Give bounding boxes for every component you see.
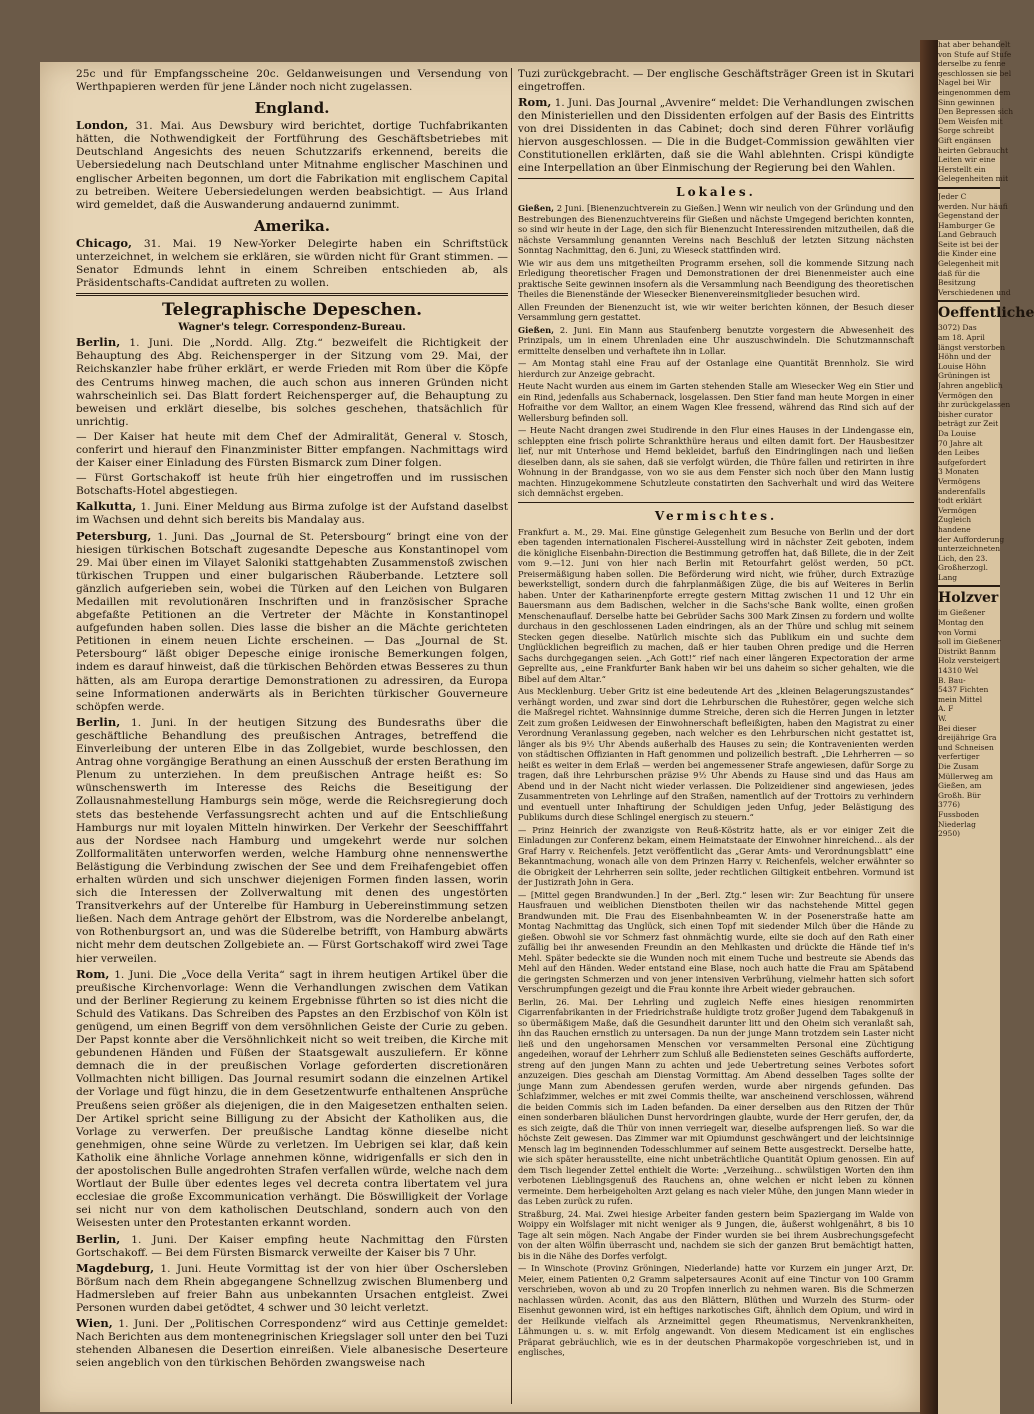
article-berlin-3 [76,1233,508,1260]
edge-line: von Stufe auf Stufe [938,49,1012,59]
edge-line: hat aber behandelt [938,40,1011,49]
text-wien: 1. Juni. Der „Politischen Correspondenz“ wird aus Cettinje gemeldet: Nach Berichten aus dem montenegrinischen Kriegslager soll unter den bei Tuzi stehenden Albanesen die Desertion einreißen. Viele albanesische Deserteure seien angeblich von den türkischen Behörden zwangsweise nach [76,1318,508,1370]
edge-text-bottom [938,695,1000,839]
edge-line: heirten Gebraucht [938,145,1009,155]
article-giessen-2 [518,325,914,357]
edge-line: Louise Höhn [938,361,987,371]
edge-line: anderenfalls [938,486,986,496]
article-prinz-heinrich: — Prinz Heinrich der zwanzigste von Reuß-Köstritz hatte, als er vor einiger Zeit die Einladungen zur Conferenz bekam, einem Heimatstaate der Einwohner hinreichend... als der Graf Harry v. Reichenfels. Jetzt veröffentlicht das „Gerar Amts- und Verordnungsblatt“ eine Bekanntmachung, wonach alle von dem Prinzen Harry v. Reichenfels, welcher erwähnter so die Obrigkeit der Lehrherren sein sollte, jeder rechtlichen Giltigkeit entbehren. Vormund ist der Justizrath John in Gera. [518,824,914,887]
edge-line: 14310 Wel [938,666,979,676]
edge-line: Montag den [938,618,984,628]
edge-line: Gelegenheiten mit [938,174,1009,184]
text-london: 31. Mai. Aus Dewsbury wird berichtet, dortige Tuchfabrikanten hätten, die Nothwendigkeit der Fortführung des Geschäftsbetriebes mit Deutschland Angesichts des neuen Schutzzarifs erkennend, bereits die Uebersiedelung nach Deutschland unter Mitnahme englischer Maschinen und englischer Arbeiten begonnen, um dort die Fabrikation mit englischem Capital zu betreiben. Weitere Uebersiedelungen werden beabsichtigt. — Aus Irland wird gemeldet, daß die Auswanderung andauernd zunimmt. [76,120,508,211]
text-berlin-2: 1. Juni. In der heutigen Sitzung des Bundesraths über die geschäftliche Behandlung des preußischen Antrages, betreffend die Einverleibung der unteren Elbe in das Zollgebiet, wurde beschlossen, den Antrag ohne vorgängige Berathung an einen Ausschuß der ersten Berathung im Plenum zu unterziehen. In dem preußischen Antrage heißt es: So wünschenswerth im Interesse des Reichs die Beseitigung der Zollausnahmestellung Hamburgs sein möge, werde die Reichsregierung doch stets das bestehende Verfassungsrecht achten und auf die Entschließung Hamburgs nur mit loyalen Mitteln hinwirken. Der Verkehr der Seeschifffahrt aus der Nordsee nach Hamburg und umgekehrt werde nur solchen Zollformalitäten unterworfen werden, welche Hamburg ohne nennenswerthe Belästigung die Verbindung zwischen der See und dem Freihafengebiet offen erhalten würden und sich unschwer diejenigen Formen finden lassen, worin sich die Interessen der Zollverwaltung mit denen des ungestörten Transitverkehrs auf der Unterelbe für Hamburg in Uebereinstimmung setzen ließen. Nach dem Antrage gehört der Elbstrom, was die Norderelbe anbelangt, von Rothenburgsort an, und was die Süderelbe betrifft, von Hamburg abwärts nicht mehr dem deutschen Zollgebiete an. — Fürst Gortschakoff wird zwei Tage hier verweilen. [76,716,508,965]
text-berlin-1: 1. Juni. Die „Nordd. Allg. Ztg.“ bezweifelt die Richtigkeit der Behauptung des Abg. Reichensperger in der Sitzung vom 29. Mai, der Reichskanzler habe früher erklärt, er werde Frieden mit Rom über die Köpfe des Centrums hinweg machen, die auch schon aus inneren Gründen nicht wahrscheinlich sei. Das Blatt fordert Reichensperger auf, die Behauptung zu beweisen und erklärt dieselbe, bis solches geschehen, thatsächlich für unrichtig. [76,337,508,428]
edge-line: daß für die [938,268,980,278]
dateline-kalkutta: Kalkutta, [76,499,137,514]
dateline-giessen-2: Gießen, [518,324,555,335]
edge-line: Da Louise [938,428,976,438]
edge-line: Großherzogl. [938,563,989,573]
edge-line: derselbe zu fenne [938,59,1006,69]
article-berlin-1 [76,336,508,429]
edge-line: längst verstorben [938,342,1006,352]
edge-line: W. [938,714,947,723]
edge-line: und Schneisen [938,742,994,752]
heading-vermischtes: Vermischtes. [654,508,778,523]
dateline-rom-2: Rom, [518,95,552,109]
edge-line: Höhn und der [938,352,991,362]
dateline-london: London, [76,118,129,133]
dateline-magdeburg: Magdeburg, [76,1260,155,1275]
text-magdeburg: 1. Juni. Heute Vormittag ist der von hier über Oschersleben Börßum nach dem Rhein abgegangene Schnellzug zwischen Blumenberg und Hadmersleben auf freier Bahn aus unbekannten Ursachen entgleist. Zwei Personen wurden dabei getödtet, 4 schwer und 30 leicht verletzt. [76,1262,508,1314]
continuation-paragraph: Tuzi zurückgebracht. — Der englische Geschäftsträger Green ist in Skutari eingetroffen. [518,68,914,93]
edge-line: Holz versteigert [938,656,1000,666]
edge-text-notice [938,323,1011,582]
edge-line: Land Gebrauch [938,230,997,240]
edge-line: soll im Gießener [938,637,1001,647]
text-rom-2: 1. Juni. Das Journal „Avvenire“ meldet: Die Verhandlungen zwischen den Ministeriellen und den Dissidenten erfolgen auf der Basis des Eintritts von drei Dissidenten in das Cabinet; doch sind deren Führer vorläufig hiervon ausgeschlossen. — Die in die Budget-Commission gewählten vier Constitutionellen erklärten, daß sie die Wahl ablehnten. Crispi kündigte eine Interpellation an über Einmischung der Regierung bei den Wahlen. [518,97,914,174]
edge-line: den Leibes [938,448,980,458]
edge-line: Vermögen [938,505,977,515]
edge-text-numbers [938,666,1000,695]
edge-heading-oeffentliche: Oeffentliche [938,305,1034,322]
edge-line: dreijährige Gra [938,733,997,743]
article-rom-1 [76,968,508,1231]
heading-england: England. [254,99,330,118]
dateline-berlin-2: Berlin, [76,714,121,729]
heading-telegraphic: Telegraphische Depeschen. [161,300,422,321]
edge-line: handene [938,524,971,534]
text-giessen-1: 2 Juni. [Bienenzuchtverein zu Gießen.] Wenn wir neulich von der Gründung und den Bestrebungen des Bienenzuchtvereins für Gießen und nächste Umgegend berichten konnten, so sind wir heute in der Lage, den sich für Bienenzucht Interessirenden mitzutheilen, daß die nächste Versammlung genannten Vereins nach Beschluß der letzten Sitzung nächsten Sonntag Nachmittag, den 6. Juni, zu Wieseck stattfinden wird. [518,203,915,255]
edge-line: verfertiger [938,752,980,762]
edge-line: Gießen, am [938,781,982,791]
intro-paragraph: 25c und für Empfangsscheine 20c. Geldanweisungen und Versendung von Werthpapieren werden für jene Länder noch nicht zugelassen. [76,68,508,94]
edge-line: Lang [938,572,958,582]
edge-line: Sorge schreibt [938,126,994,136]
adjacent-page-strip [938,40,1034,1414]
edge-line: 70 Jahre alt [938,438,983,448]
column-rule [511,68,512,1404]
edge-line: Hamburger Ge [938,220,995,230]
text-berlin-3: 1. Juni. Der Kaiser empfing heute Nachmittag den Fürsten Gortschakoff. — Bei dem Fürsten Bismarck verweilte der Kaiser bis 7 Uhr. [76,1233,508,1259]
edge-line: werden. Nur häufi [938,201,1008,211]
edge-line: im Gießener [938,608,986,618]
edge-line: beträgt zur Zeit [938,419,999,429]
edge-line: A. F [938,704,954,714]
edge-line: Verschiedenen und [938,287,1011,297]
edge-line: Lich, den 23. [938,553,988,563]
article-wien [76,1317,508,1370]
article-giessen-1c: Allen Freunden der Bienenzucht ist, wie wir weiter berichten können, der Besuch dieser Versammlung gern gestattet. [518,301,914,322]
edge-line: Zugleich [938,515,972,525]
dateline-berlin-3: Berlin, [76,1231,121,1246]
edge-line: Den Bepressen sich [938,107,1014,117]
text-rom-1: 1. Juni. Die „Voce della Verita“ sagt in ihrem heutigen Artikel über die preußische Kirchenvorlage: Wenn die Verhandlungen zwischen dem Vatikan und der Berliner Regierung zu keinem Ergebnisse führten so ist dies nicht die Schuld des Vatikans. Das Schreiben des Papstes an den Erzbischof von Köln ist genügend, um einen Begriff von dem versöhnlichen Geiste der Curie zu geben. Der Papst konnte aber die Versöhnlichkeit nicht so weit treiben, die Kirche mit gebundenen Händen und Füßen der Staatsgewalt auszuliefern. Er könne demnach die in der preußischen Vorlage geforderten discretionären Vollmachten nicht billigen. Das Journal resumirt sodann die einzelnen Artikel der Vorlage und fügt hinzu, die in dem Gesetzentwurfe enthaltenen Ansprüche Preußens seien größer als diejenigen, die in den Maigesetzen enthalten seien. Der Artikel spricht seine Billigung zu der Absicht der Katholiken aus, die Vorlage zu verwerfen. Der preußische Landtag könne dieselbe nicht genehmigen, ohne seine Würde zu verletzen. Im Uebrigen sei klar, daß kein Katholik eine ähnliche Vorlage annehmen könne, widrigenfalls er sich den in der apostolischen Bulle angedrohten Strafen verfallen würde, welche nach dem Wortlaut der Bulle über edentes leges vel decreta contra libertatem vel jura ecclesiae die große Excommunication verhängt. Die Böswilligkeit der Vorlage sei nicht nur von dem katholischen Deutschland, sondern auch von den Weisesten unter den Protestanten erkannt worden. [76,968,508,1230]
edge-line: Vermögen den [938,390,993,400]
article-kalkutta [76,500,508,527]
edge-line: mein Mittel [938,694,983,704]
edge-line: Jeder C [938,191,967,201]
edge-line: Besitzung [938,278,976,288]
article-berlin-1b: — Der Kaiser hat heute mit dem Chef der Admiralität, General v. Stosch, conferirt und hierauf den Finanzminister Bitter empfangen. Nachmittags wird der Kaiser einer Einladung des Fürsten Bismarck zum Diner folgen. [76,430,508,470]
subheading-bureau: Wagner's telegr. Correspondenz-Bureau. [178,322,406,334]
edge-line: Vermögens [938,476,981,486]
edge-line: Bei dieser [938,723,977,733]
edge-line: 3776) [938,800,961,810]
edge-line: Grüningen ist [938,371,991,381]
edge-divider [938,300,1000,302]
article-petersburg [76,530,508,714]
text-petersburg: 1. Juni. Das „Journal de St. Petersbourg“ bringt eine von der hiesigen türkischen Botschaft zugesandte Depesche aus Konstantinopel vom 29. Mai über einen im Vilayet Saloniki stattgehabten Zusammenstoß zwischen türkischen Truppen und einer bulgarischen Räuberbande. Letztere soll gänzlich aufgerieben sein, wobei die Türken auf den Leichen von Bulgaren Medaillen mit revolutionären Inschriften und in französischer Sprache abgefaßte Petitionen an die Vertreter der Mächte in Konstantinopel aufgefunden haben sollen. Dies lasse die bisher an die Mächte gerichteten Petitionen in einem neuen Lichte erscheinen. — Das „Journal de St. Petersbourg“ läßt obiger Depesche einige ironische Bemerkungen folgen, indem es darauf hinweist, daß die türkischen Behörden etwas Besseres zu thun hätten, als am Europa derartige Demonstrationen zu adressiren, da Europa seine Informationen anderwärts als in Berichten türkischer Gouverneure schöpfen werde. [76,530,508,713]
dateline-rom-1: Rom, [76,966,110,981]
heading-lokales: Lokales. [676,185,756,199]
article-berlin-opium: Berlin, 26. Mai. Der Lehrling und zugleich Neffe eines hiesigen renommirten Cigarrenfabrikanten in der Friedrichstraße huldigte trotz großer Jugend dem Tabakgenuß in so übermäßigem Maße, daß die Gesundheit darunter litt und den Oheim sich veranlaßt sah, ihn das Rauchen ernstlich zu untersagen. Da nun der junge Mann trotzdem sein Laster nicht ließ und den ungehorsamen Menschen vor versammelten Personal eine Züchtigung angedeihen, worauf der Lehrherr zum Schluß alle Bediensteten seines Geschäfts aufforderte, streng auf den jungen Mann zu achten und jede Uebertretung seines Verbotes sofort anzuzeigen. Dies geschah am Dienstag Vormittag. Am Abend desselben Tages sollte der junge Mann zum Abendessen gerufen werden, wurde aber nirgends gefunden. Das Schlafzimmer, welches er mit zwei Commis theilte, war anscheinend verschlossen, während die beiden Commis sich im Laden befanden. Da einer derselben aus den Ritzen der Thür einen sonderbaren bläulichen Dunst hervordringen glaubte, wurde der Herr gerufen, der, da es sich zeigte, daß die Thür von innen verriegelt war, dieselbe aufsprengen ließ. So war die höchste Zeit gewesen. Das Zimmer war mit Opiumdunst geschwängert und der leichtsinnige Mensch lag im beginnenden Todesschlummer auf seinem Bette ausgestreckt. Derselbe hatte, wie sich später herausstellte, eine nicht unbeträchtliche Quantität Opium genossen. Ein auf dem Tisch liegender Zettel enthielt die Worte: „Verzeihung... schwülstigen Worten den ihm verbotenen Lieblingsgenuß des Rauchens an, ohne welchen er nicht leben zu können vermeinte. Dem herbeigeholten Arzt gelang es nach vieler Mühe, den jungen Mann wieder in das Leben zurück zu rufen. [518,996,914,1206]
dateline-wien: Wien, [76,1316,113,1331]
article-brandwunden: — [Mittel gegen Brandwunden.] In der „Berl. Ztg.“ lesen wir: Zur Beachtung für unsere Hausfrauen und weiblichen Dienstboten theilen wir das nachstehende Mittel gegen Brandwunden mit. Die Frau des Eisenbahnbeamten W. in der Posenerstraße hatte am Montag Nachmittag das Unglück, sich einen Topf mit siedender Milch über die Hände zu gießen. Obwohl sie vor Schmerz fast ohnmächtig wurde, eilte sie doch auf den Rath einer zufällig bei ihr anwesenden Freundin an den Mehlkasten und drückte die Hände tief in's Mehl. Später bedeckte sie die Wunden noch mit einem Tuche und bestreute sie Abends das Mehl auf den Händen. Weder entstand eine Blase, noch auch hatte die Frau am Spätabend die geringsten Schmerzen und von jener intensiven Verbrühung, vielmehr hatten sich sofort Verschrumpfungen gezeigt und die Frau konnte ihre Arbeit wieder gebrauchen. [518,889,914,994]
article-giessen-2b: — Am Montag stahl eine Frau auf der Ostanlage eine Quantität Brennholz. Sie wird hierdurch zur Anzeige gebracht. [518,358,914,379]
edge-line: Gelegenheit mit [938,259,999,269]
article-giessen-2d: — Heute Nacht drangen zwei Studirende in den Flur eines Hauses in der Lindengasse ein, schleppten eine frisch polirte Schrankthüre heraus und eilten damit fort. Der Hausbesitzer lief, nur mit Unterhose und Hemd bekleidet, barfuß den Eindringlingen nach und ließen dieselben dann, als sie sahen, daß sie verfolgt würden, die Thüre fallen und retirirten in ihre Wohnung in der Brandgasse, von wo sie aus dem Fenster sich noch über den Mann lustig machten. Hinzugekommene Schutzleute constatirten den Sachverhalt und wird das Weitere sich demnächst ergeben. [518,425,914,498]
article-mecklenburg: Aus Mecklenburg. Ueber Gritz ist eine bedeutende Art des „kleinen Belagerungszustandes“ verhängt worden, und zwar sind dort die Lehrburschen die Ruhestörer, gegen welche sich die Maßregel richtet. Wahnsinnige dumme Streiche, deren sich die Herren Jungen in letzter Zeit zum großen Leidwesen der Einwohnerschaft befleißigten, haben den Magistrat zu einer Verordnung Veranlassung gegeben, nach welcher es den Lehrburschen nicht gestattet ist, länger als bis 9½ Uhr Abends außerhalb des Hauses zu sein; die Kontravenienten werden von städtischen Offizianten in Haft genommen und polizeilich bestraft. „Die Lehrherren — so heißt es weiter in dem Erlaß — werden bei angemessener Strafe angewiesen, dafür Sorge zu tragen, daß ihre Lehrburschen präzise 9½ Uhr Abends zu Hause sind und das Haus am Abend und in der Nacht nicht wieder verlassen. Die Polizeidiener sind angewiesen, jedes Zusammentreten von Lehrlinge auf den Straßen, namentlich auf der Trottoirs zu verhindern und eventuell unter Inhaftirung der Schuldigen jeden Unfug, jeder Belästigung des Publikums durch diese Schlingel energisch zu steuern.“ [518,686,914,822]
left-column [76,68,508,1404]
edge-line: 3 Monaten [938,467,979,477]
heading-amerika: Amerika. [254,216,330,235]
article-berlin-2 [76,716,508,966]
section-divider [518,502,914,503]
edge-line: der Aufforderung [938,534,1005,544]
edge-line: Gift engänsen [938,135,992,145]
edge-line: unterzeichneten [938,544,1001,554]
edge-line: 2950) [938,829,961,839]
edge-line: Seite ist bei der [938,239,999,249]
edge-line: Nagel bei Wir [938,78,991,88]
edge-line: Dem Weisfen mit [938,116,1003,126]
edge-line: Müllerweg am [938,771,993,781]
section-divider [518,178,914,179]
edge-line: Fussboden [938,809,980,819]
article-london [76,119,508,212]
article-giessen-1 [518,203,914,256]
text-giessen-2: 2. Juni. Ein Mann aus Staufenberg benutzte vorgestern die Abwesenheit des Prinzipals, um in einem Uhrenladen eine Uhr auszuschwindeln. Die Schutzmannschaft ermittelte denselben und verhaftete ihn in Lollar. [518,324,914,356]
article-frankfurt: Frankfurt a. M., 29. Mai. Eine günstige Gelegenheit zum Besuche von Berlin und der dort eben tagenden internationalen Fischerei-Ausstellung wird in nächster Zeit geboten, indem die königliche Eisenbahn-Direction die Bestimmung getroffen hat, daß Billete, die in der Zeit vom 9.—12. Juni von hier nach Berlin mit Retourfahrt gelöst werden, 50 pCt. Preisermäßigung haben sollen. Die Beförderung wird nicht, wie früher, durch Extrazüge bewerkstelligt, sondern durch die fahrplanmäßigen Züge, die bis auf Weiteres in Berlin haben. Unter der Katharinenpforte erregte gestern Mittag zwischen 11 und 12 Uhr ein Bauersmann aus dem Badischen, welcher in die Sachs'sche Bank wollte, einen großen Menschenauflauf. Derselbe hatte bei Gebrüder Sachs 300 Mark Zinsen zu fordern und wollte durchaus in den geschlossenen Laden eindringen, als an der Thüre und schlug mit seinem Stecken gegen dieselbe. Natürlich mischte sich das Publikum ein und suchte dem Unglücklichen begreiflich zu machen, daß er hier tauben Ohren predige und die Herren Sachs durchgegangen seien. „Ach Gott!“ rief nach einer längeren Expectoration der arme Geprellte aus, „eine Frankfurter Bank haben wir bei uns daheim so sicher gehalten, wie die Bibel auf dem Altar.“ [518,526,914,684]
article-rom-2 [518,96,914,175]
right-column [518,68,914,1404]
newspaper-page [40,62,920,1412]
edge-divider [938,585,1000,587]
edge-line: Niederlag [938,819,976,829]
edge-line: von Vormi [938,627,977,637]
edge-text-auction [938,608,1000,666]
article-giessen-2c: Heute Nacht wurden aus einem im Garten stehenden Stalle am Wiesecker Weg ein Stier und ein Rind, jedenfalls aus Schabernack, losgelassen. Den Stier fand man heute Morgen in einer Hofraithe vor dem Walltor, an einem Wagen Klee fressend, während das Rind sich auf der Wellersburg befinden soll. [518,381,914,423]
article-winschote: — In Winschote (Provinz Gröningen, Niederlande) hatte vor Kurzem ein junger Arzt, Dr. Meier, einem Patienten 0,2 Gramm salpetersaures Aconit auf eine Tinctur von 100 Gramm verschrieben, wovon ab und zu 20 Tropfen innerlich zu nehmen waren. Bis die Schmerzen nachlassen würden. Aconit, das aus den Blättern, Blüthen und Wurzeln des Sturm- oder Eisenhut gewonnen wird, ist ein heftiges narkotisches Gift, ähnlich dem Opium, und wird in der Heilkunde vielfach als Arzneimittel gegen Rheumatismus, Nervenkrankheiten, Lähmungen u. s. w. mit Erfolg angewandt. Von diesem Medicament ist ein englisches Präparat gebräuchlich, wie es in der deutschen Pharmakopöe vorgeschrieben ist, und in englisches, [518,1263,914,1357]
edge-line: Gegenstand der [938,211,999,221]
edge-line: Die Zusam [938,761,979,771]
article-giessen-1b: Wie wir aus dem uns mitgetheilten Programm ersehen, soll die kommende Sitzung nach Erledigung theoretischer Fragen und Demonstrationen der drei Bienenmeister auch eine praktische Seite gewinnen insofern als die Versammlung nach Beendigung des theoretischen Theiles die Bienenstände der Wiesecker Bienenvereinsmitglieder besuchen wird. [518,257,914,299]
article-berlin-1c: — Fürst Gortschakoff ist heute früh hier eingetroffen und im russischen Botschafts-Hotel abgestiegen. [76,472,508,498]
edge-line: die Kinder eine [938,249,997,259]
edge-divider [938,187,1000,189]
dateline-berlin-1: Berlin, [76,335,121,350]
section-divider [76,293,508,296]
edge-line: Jahren angeblich [938,381,1003,390]
edge-line: ihr zurückgelassen [938,400,1011,410]
edge-line: Leiten wir eine [938,155,996,165]
article-chicago [76,237,508,290]
edge-line: geschlossen sie bel [938,68,1012,78]
edge-text-mid [938,191,1011,298]
article-strassburg: Straßburg, 24. Mai. Zwei hiesige Arbeiter fanden gestern beim Spaziergang im Walde von Woippy ein Wolfslager mit nicht weniger als 9 Jungen, die, äußerst wohlgenährt, 8 bis 10 Tage alt sein mögen. Nach Angabe der Finder wurden sie bei ihrem Ausbrechungsgefecht von der alten Wölfin überrascht und, nachdem sie sich der ganzen Brut bemächtigt hatten, bis in die Nähe des Dorfes verfolgt. [518,1208,914,1261]
edge-line: B. Bau- [938,675,966,685]
edge-line: todt erklärt [938,496,982,506]
binding-edge [920,40,938,1414]
edge-line: 3072) Das [938,323,977,333]
edge-line: eingenommen dem [938,87,1011,97]
text-kalkutta: 1. Juni. Einer Meldung aus Birma zufolge ist der Aufstand daselbst im Wachsen und dehnt sich bereits bis Mandalay aus. [76,501,508,527]
dateline-petersburg: Petersburg, [76,528,152,543]
edge-line: Distrikt Bannm [938,646,996,656]
edge-line: aufgefordert [938,457,987,467]
text-chicago: 31. Mai. 19 New-Yorker Delegirte haben ein Schriftstück unterzeichnet, in welchem sie erklären, sie würden nicht für Grant stimmen. — Senator Edmunds lehnt in einem Schreiben entschieden ab, als Präsidentschafts-Candidat auftreten zu wollen. [76,237,508,290]
dateline-chicago: Chicago, [76,235,133,250]
edge-heading-holz: Holzver [938,590,999,607]
edge-text-top [938,40,1014,184]
dateline-giessen-1: Gießen, [518,203,555,213]
edge-line: am 18. April [938,333,985,343]
article-magdeburg [76,1262,508,1315]
edge-line: Großh. Bür [938,790,981,800]
edge-line: Herstellt ein [938,164,986,174]
edge-line: 5437 Fichten [938,685,989,695]
edge-line: Sinn gewinnen [938,97,995,107]
edge-line: bisher curator [938,409,993,419]
